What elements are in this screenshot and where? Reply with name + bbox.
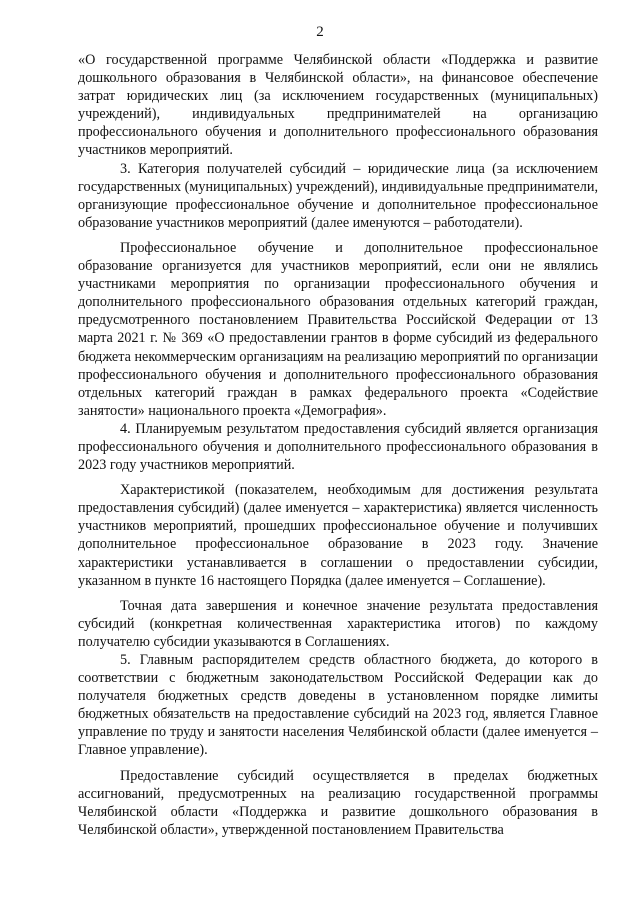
paragraph-completion-date: Точная дата завершения и конечное значение результата предоставления субсидий (конкретная количественная характеристика итогов) по каждому получателю субсидии указываются в Соглашениях.: [78, 597, 598, 650]
paragraph-characteristic: Характеристикой (показателем, необходимым для достижения результата предоставления субсидий) (далее именуется – характеристика) является численность участников мероприятий, прошедших профессиональное обучение и получивших дополнительное профессиональное образование в 2023 году. Значение характеристики устанавливается в соглашении о предоставлении субсидии, указанном в пункте 16 настоящего Порядка (далее именуется – Соглашение).: [78, 482, 598, 589]
paragraph-item-3: 3. Категория получателей субсидий – юридические лица (за исключением государственных (муниципальных) учреждений), индивидуальные предприниматели, организующие профессиональное обучение и дополнительное профессиональное образование участников мероприятий (далее именуются – работодатели).: [78, 160, 598, 231]
paragraph-training-conditions: Профессиональное обучение и дополнительное профессиональное образование организуется для участников мероприятий, если они не являлись участниками мероприятия по организации профессионального обучения и дополнительного профессионального образования отдельных категорий граждан, предусмотренного постановлением Правительства Российской Федерации от 13 марта 2021 г. № 369 «О предоставлении грантов в форме субсидий из федерального бюджета некоммерческим организациям на реализацию мероприятий по организации профессионального обучения и дополнительного профессионального образования отдельных категорий граждан в рамках федерального проекта «Содействие занятости» национального проекта «Демография».: [78, 239, 598, 419]
paragraph-item-4: 4. Планируемым результатом предоставления субсидий является организация профессионального обучения и дополнительного профессионального образования в 2023 году участников мероприятий.: [78, 420, 598, 474]
paragraph-continuation: «О государственной программе Челябинской области «Поддержка и развитие дошкольного образования в Челябинской области», на финансовое обеспечение затрат юридических лиц (за исключением государственных (муниципальных) учреждений), индивидуальных предпринимателей на организацию профессионального обучения и дополнительного профессионального образования участников мероприятий.: [78, 52, 598, 159]
document-body: [78, 51, 598, 839]
page-number: 2: [316, 24, 324, 40]
paragraph-budget-allocations: Предоставление субсидий осуществляется в пределах бюджетных ассигнований, предусмотренных на реализацию государственной программы Челябинской области «Поддержка и развитие дошкольного образования в Челябинской области», утвержденной постановлением Правительства: [78, 767, 598, 838]
paragraph-item-5: 5. Главным распорядителем средств областного бюджета, до которого в соответствии с бюджетным законодательством Российской Федерации как до получателя бюджетных средств доведены в установленном порядке лимиты бюджетных обязательств на предоставление субсидий на 2023 год, является Главное управление по труду и занятости населения Челябинской области (далее именуется – Главное управление).: [78, 652, 598, 759]
